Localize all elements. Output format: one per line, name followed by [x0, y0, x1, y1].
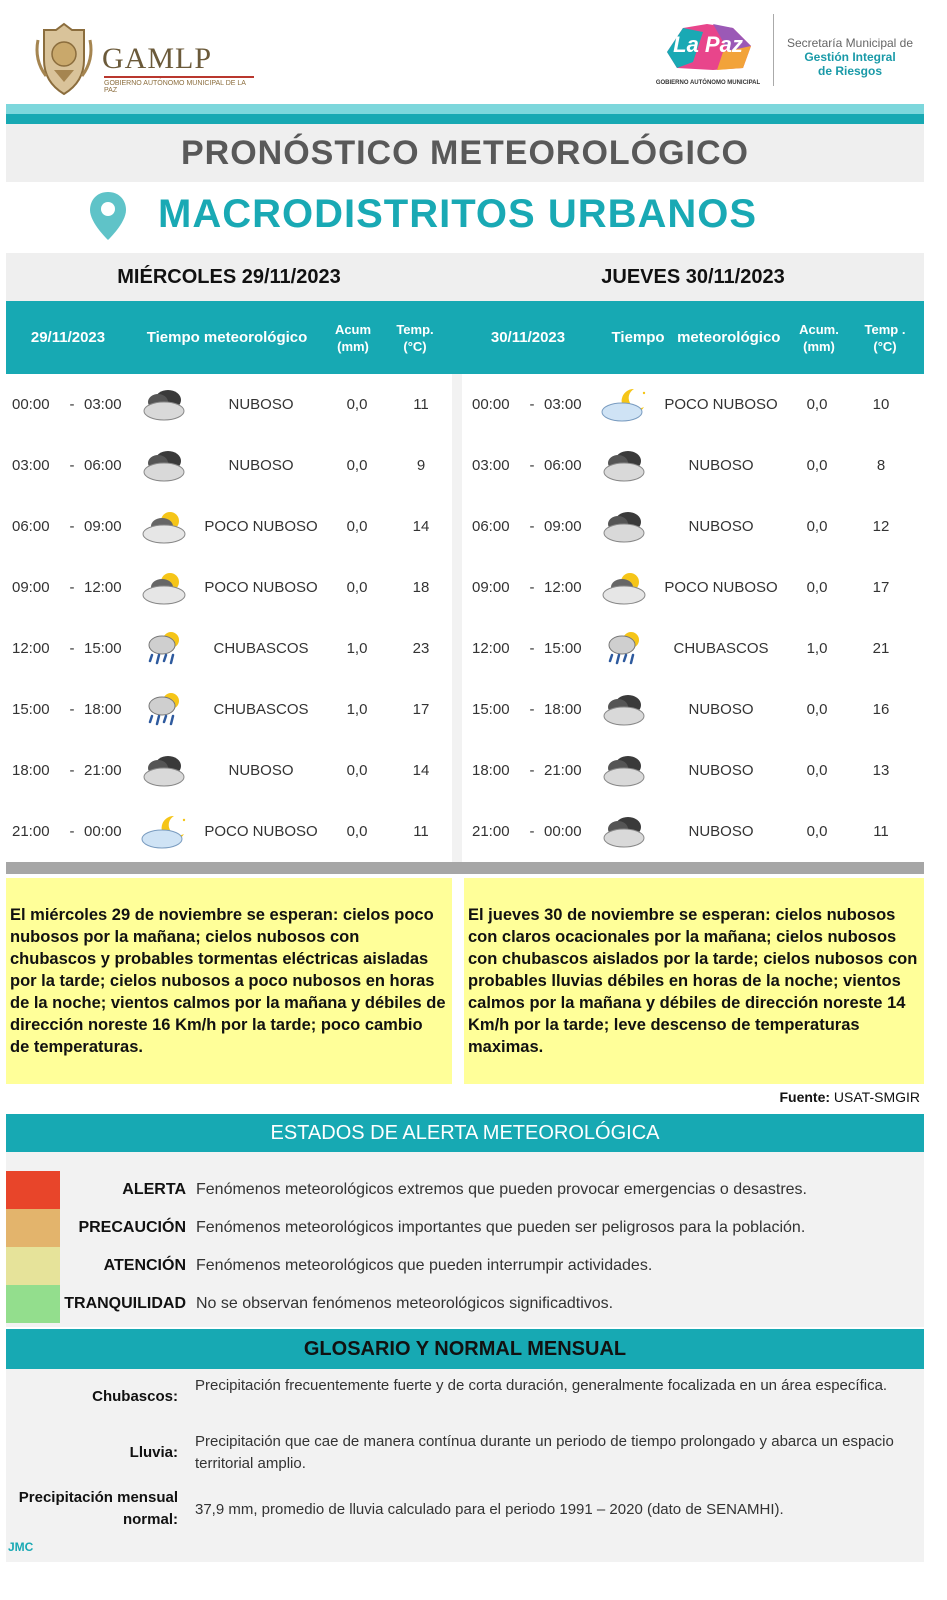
column-header-bar [6, 301, 924, 374]
cloudy-icon [138, 753, 190, 789]
source-label: Fuente: [779, 1089, 831, 1105]
gamlp-name: GAMLP [102, 42, 213, 75]
col-temp-2-line2: (°C) [873, 338, 897, 354]
precipitation-mm: 0,0 [806, 579, 828, 596]
time-end: 00:00 [544, 823, 582, 840]
precipitation-mm: 0,0 [346, 823, 368, 840]
col-acum-1-line1: Acum [334, 321, 372, 337]
alert-label: TRANQUILIDAD [64, 1295, 186, 1312]
col-acum-1 [324, 301, 382, 374]
alert-row-precaucion [6, 1209, 924, 1247]
showers-icon [598, 631, 650, 667]
col-acum-2 [790, 301, 848, 374]
time-dash: - [69, 701, 75, 718]
alert-description: Fenómenos meteorológicos que pueden interrumpir actividades. [196, 1257, 653, 1274]
partly-cloudy-night-icon [598, 387, 650, 423]
table-row [6, 496, 452, 557]
col-weather-2: Tiempo meteorológico [611, 329, 781, 346]
time-end: 06:00 [84, 457, 122, 474]
partly-sunny-icon [138, 570, 190, 606]
partly-sunny-icon [138, 509, 190, 545]
time-end: 15:00 [544, 640, 582, 657]
cloudy-icon [138, 448, 190, 484]
page-title: PRONÓSTICO METEOROLÓGICO [180, 134, 750, 172]
time-dash: - [69, 396, 75, 413]
precipitation-mm: 0,0 [806, 518, 828, 535]
title-band [6, 124, 924, 182]
precipitation-mm: 1,0 [346, 640, 368, 657]
time-dash: - [529, 579, 535, 596]
time-dash: - [529, 457, 535, 474]
day-heading-gap [452, 253, 462, 301]
weather-condition: NUBOSO [688, 823, 754, 840]
precipitation-mm: 1,0 [346, 701, 368, 718]
time-end: 09:00 [84, 518, 122, 535]
precipitation-mm: 0,0 [806, 396, 828, 413]
alert-description: Fenómenos meteorológicos importantes que pueden ser peligrosos para la población. [196, 1219, 806, 1236]
temperature: 21 [872, 640, 890, 657]
time-end: 09:00 [544, 518, 582, 535]
col-temp-1-line2: (°C) [403, 338, 427, 354]
temperature: 11 [873, 823, 889, 840]
cloudy-icon [598, 509, 650, 545]
time-dash: - [69, 762, 75, 779]
table-row [466, 679, 924, 740]
glossary-term-lluvia: Lluvia: [129, 1444, 178, 1461]
weather-condition: NUBOSO [228, 396, 294, 413]
table-row [466, 801, 924, 862]
weather-condition: NUBOSO [688, 762, 754, 779]
weather-condition: CHUBASCOS [213, 701, 309, 718]
time-dash: - [529, 396, 535, 413]
author-initials: JMC [8, 1540, 34, 1554]
glossary-def-precipitacion: 37,9 mm, promedio de lluvia calculado para el periodo 1991 – 2020 (dato de SENAMHI). [195, 1501, 784, 1518]
alert-swatch-precaucion [6, 1209, 60, 1247]
weather-condition: POCO NUBOSO [204, 823, 318, 840]
lapaz-name: La Paz [673, 32, 743, 57]
temperature: 14 [412, 518, 430, 535]
time-end: 03:00 [544, 396, 582, 413]
gamlp-seal-icon [32, 20, 96, 98]
secretaria-line-2: Gestión Integral [804, 50, 896, 64]
table-row [6, 740, 452, 801]
col-date-2: 30/11/2023 [490, 329, 566, 346]
time-dash: - [69, 518, 75, 535]
header-stripe-light [6, 104, 924, 114]
precipitation-mm: 0,0 [346, 518, 368, 535]
weather-condition: NUBOSO [688, 518, 754, 535]
location-pin-icon [88, 190, 128, 242]
gamlp-logo [32, 20, 252, 98]
table-row [466, 618, 924, 679]
time-dash: - [69, 579, 75, 596]
showers-icon [138, 692, 190, 728]
table-row [466, 557, 924, 618]
time-end: 18:00 [84, 701, 122, 718]
forecast-text-day1: El miércoles 29 de noviembre se esperan: cielos poco nubosos por la mañana; cielos nubosos con chubascos y probables tormentas eléctricas aisladas por la tarde; cielos nubosos a poco nubosos en horas de la noche; vientos calmos por la mañana y débiles de dirección noreste 16 Km/h por la tarde; poco cambio de temperaturas. [6, 878, 452, 1084]
alert-row-tranquilidad [6, 1285, 924, 1323]
day-heading-1: MIÉRCOLES 29/11/2023 [6, 253, 452, 301]
forecast-table-day1 [6, 374, 452, 862]
precipitation-mm: 0,0 [806, 762, 828, 779]
time-dash: - [529, 518, 535, 535]
col-temp-1 [386, 301, 444, 374]
alert-legend [6, 1152, 924, 1327]
partly-cloudy-night-icon [138, 814, 190, 850]
section-separator [6, 862, 924, 874]
precipitation-mm: 0,0 [806, 457, 828, 474]
lapaz-subtitle: GOBIERNO AUTÓNOMO MUNICIPAL [655, 80, 761, 86]
time-start: 21:00 [472, 823, 510, 840]
source-value: USAT-SMGIR [833, 1089, 920, 1105]
secretaria-line-3: de Riesgos [817, 64, 883, 78]
alert-label: ALERTA [122, 1181, 186, 1198]
alert-section-title: ESTADOS DE ALERTA METEOROLÓGICA [6, 1114, 924, 1152]
temperature: 23 [412, 640, 430, 657]
temperature: 11 [413, 823, 429, 840]
cloudy-icon [138, 387, 190, 423]
alert-description: Fenómenos meteorológicos extremos que pueden provocar emergencias o desastres. [196, 1181, 807, 1198]
secretaria-line-1: Secretaría Municipal de [786, 36, 914, 50]
header-divider [773, 14, 774, 86]
table-row [466, 496, 924, 557]
time-dash: - [529, 640, 535, 657]
temperature: 16 [872, 701, 890, 718]
temperature: 8 [876, 457, 886, 474]
header-stripe-dark [6, 114, 924, 124]
col-date-1: 29/11/2023 [30, 329, 106, 346]
time-dash: - [529, 762, 535, 779]
glossary [6, 1369, 924, 1562]
table-row [6, 679, 452, 740]
col-temp-2-line1: Temp . [864, 321, 906, 337]
weather-condition: NUBOSO [228, 762, 294, 779]
lapaz-logo [655, 18, 765, 92]
page-subtitle: MACRODISTRITOS URBANOS [158, 192, 758, 236]
time-start: 15:00 [472, 701, 510, 718]
time-start: 18:00 [12, 762, 50, 779]
cloudy-icon [598, 448, 650, 484]
time-start: 00:00 [12, 396, 50, 413]
time-start: 21:00 [12, 823, 50, 840]
precipitation-mm: 0,0 [806, 701, 828, 718]
weather-condition: POCO NUBOSO [664, 396, 778, 413]
table-row [6, 374, 452, 435]
alert-label: PRECAUCIÓN [78, 1219, 186, 1236]
temperature: 10 [872, 396, 890, 413]
table-row [466, 435, 924, 496]
glossary-def-lluvia: Precipitación que cae de manera contínua durante un periodo de tiempo prolongado y abarca un espacio territorial amplio. [195, 1433, 894, 1472]
temperature: 17 [412, 701, 430, 718]
showers-icon [138, 631, 190, 667]
time-start: 06:00 [12, 518, 50, 535]
weather-condition: POCO NUBOSO [664, 579, 778, 596]
glossary-def-chubascos: Precipitación frecuentemente fuerte y de corta duración, generalmente focalizada en un área específica. [195, 1377, 888, 1394]
time-dash: - [69, 457, 75, 474]
time-end: 12:00 [84, 579, 122, 596]
time-start: 09:00 [12, 579, 50, 596]
glossary-section-title: GLOSARIO Y NORMAL MENSUAL [6, 1329, 924, 1369]
temperature: 17 [872, 579, 890, 596]
cloudy-icon [598, 814, 650, 850]
table-row [6, 618, 452, 679]
weather-condition: POCO NUBOSO [204, 579, 318, 596]
col-temp-1-line1: Temp. [396, 321, 434, 337]
time-start: 06:00 [472, 518, 510, 535]
cloudy-icon [598, 692, 650, 728]
col-acum-1-line2: (mm) [337, 338, 369, 354]
temperature: 18 [412, 579, 430, 596]
col-acum-2-line2: (mm) [803, 338, 835, 354]
secretaria-name [780, 36, 920, 78]
time-start: 15:00 [12, 701, 50, 718]
alert-description: No se observan fenómenos meteorológicos significadtivos. [196, 1295, 614, 1312]
weather-condition: NUBOSO [228, 457, 294, 474]
time-end: 00:00 [84, 823, 122, 840]
partly-sunny-icon [598, 570, 650, 606]
time-end: 03:00 [84, 396, 122, 413]
time-start: 00:00 [472, 396, 510, 413]
weather-condition: POCO NUBOSO [204, 518, 318, 535]
source-note [720, 1089, 920, 1105]
table-row [6, 801, 452, 862]
alert-swatch-alerta [6, 1171, 60, 1209]
alert-swatch-tranquilidad [6, 1285, 60, 1323]
time-end: 12:00 [544, 579, 582, 596]
forecast-table-day2 [466, 374, 924, 862]
temperature: 12 [872, 518, 890, 535]
precipitation-mm: 0,0 [346, 579, 368, 596]
time-start: 12:00 [12, 640, 50, 657]
precipitation-mm: 0,0 [346, 457, 368, 474]
table-divider [452, 374, 462, 862]
col-weather-1: Tiempo meteorológico [146, 329, 308, 346]
glossary-term-precipitacion: Precipitación mensual normal: [18, 1489, 178, 1528]
alert-swatch-atencion [6, 1247, 60, 1285]
forecast-text-day2: El jueves 30 de noviembre se esperan: cielos nubosos con claros ocacionales por la mañana; cielos nubosos con chubascos aislados por la tarde; cielos nubosos con probables lluvias débiles en horas de la noche; vientos calmos por la mañana y débiles de dirección noreste 14 Km/h por la tarde; leve descenso de temperaturas maximas. [464, 878, 924, 1084]
time-start: 03:00 [12, 457, 50, 474]
time-start: 18:00 [472, 762, 510, 779]
day-heading-2: JUEVES 30/11/2023 [462, 253, 924, 301]
temperature: 11 [413, 396, 429, 413]
time-start: 03:00 [472, 457, 510, 474]
alert-label: ATENCIÓN [103, 1257, 186, 1274]
col-acum-2-line1: Acum. [799, 321, 839, 337]
precipitation-mm: 0,0 [346, 396, 368, 413]
col-temp-2 [856, 301, 914, 374]
table-row [6, 557, 452, 618]
table-row [6, 435, 452, 496]
alert-row-alerta [6, 1171, 924, 1209]
gamlp-subtitle: GOBIERNO AUTÓNOMO MUNICIPAL DE LA PAZ [104, 76, 254, 94]
time-start: 12:00 [472, 640, 510, 657]
time-start: 09:00 [472, 579, 510, 596]
table-row [466, 740, 924, 801]
glossary-term-chubascos: Chubascos: [92, 1388, 178, 1405]
weather-condition: NUBOSO [688, 701, 754, 718]
weather-condition: CHUBASCOS [673, 640, 769, 657]
temperature: 13 [872, 762, 890, 779]
temperature: 9 [416, 457, 426, 474]
time-dash: - [529, 823, 535, 840]
precipitation-mm: 0,0 [346, 762, 368, 779]
cloudy-icon [598, 753, 650, 789]
table-row [466, 374, 924, 435]
time-dash: - [69, 640, 75, 657]
time-dash: - [69, 823, 75, 840]
time-dash: - [529, 701, 535, 718]
weather-condition: CHUBASCOS [213, 640, 309, 657]
temperature: 14 [412, 762, 430, 779]
weather-condition: NUBOSO [688, 457, 754, 474]
time-end: 21:00 [544, 762, 582, 779]
precipitation-mm: 1,0 [806, 640, 828, 657]
header [0, 0, 947, 104]
time-end: 15:00 [84, 640, 122, 657]
time-end: 18:00 [544, 701, 582, 718]
precipitation-mm: 0,0 [806, 823, 828, 840]
alert-row-atencion [6, 1247, 924, 1285]
time-end: 21:00 [84, 762, 122, 779]
time-end: 06:00 [544, 457, 582, 474]
